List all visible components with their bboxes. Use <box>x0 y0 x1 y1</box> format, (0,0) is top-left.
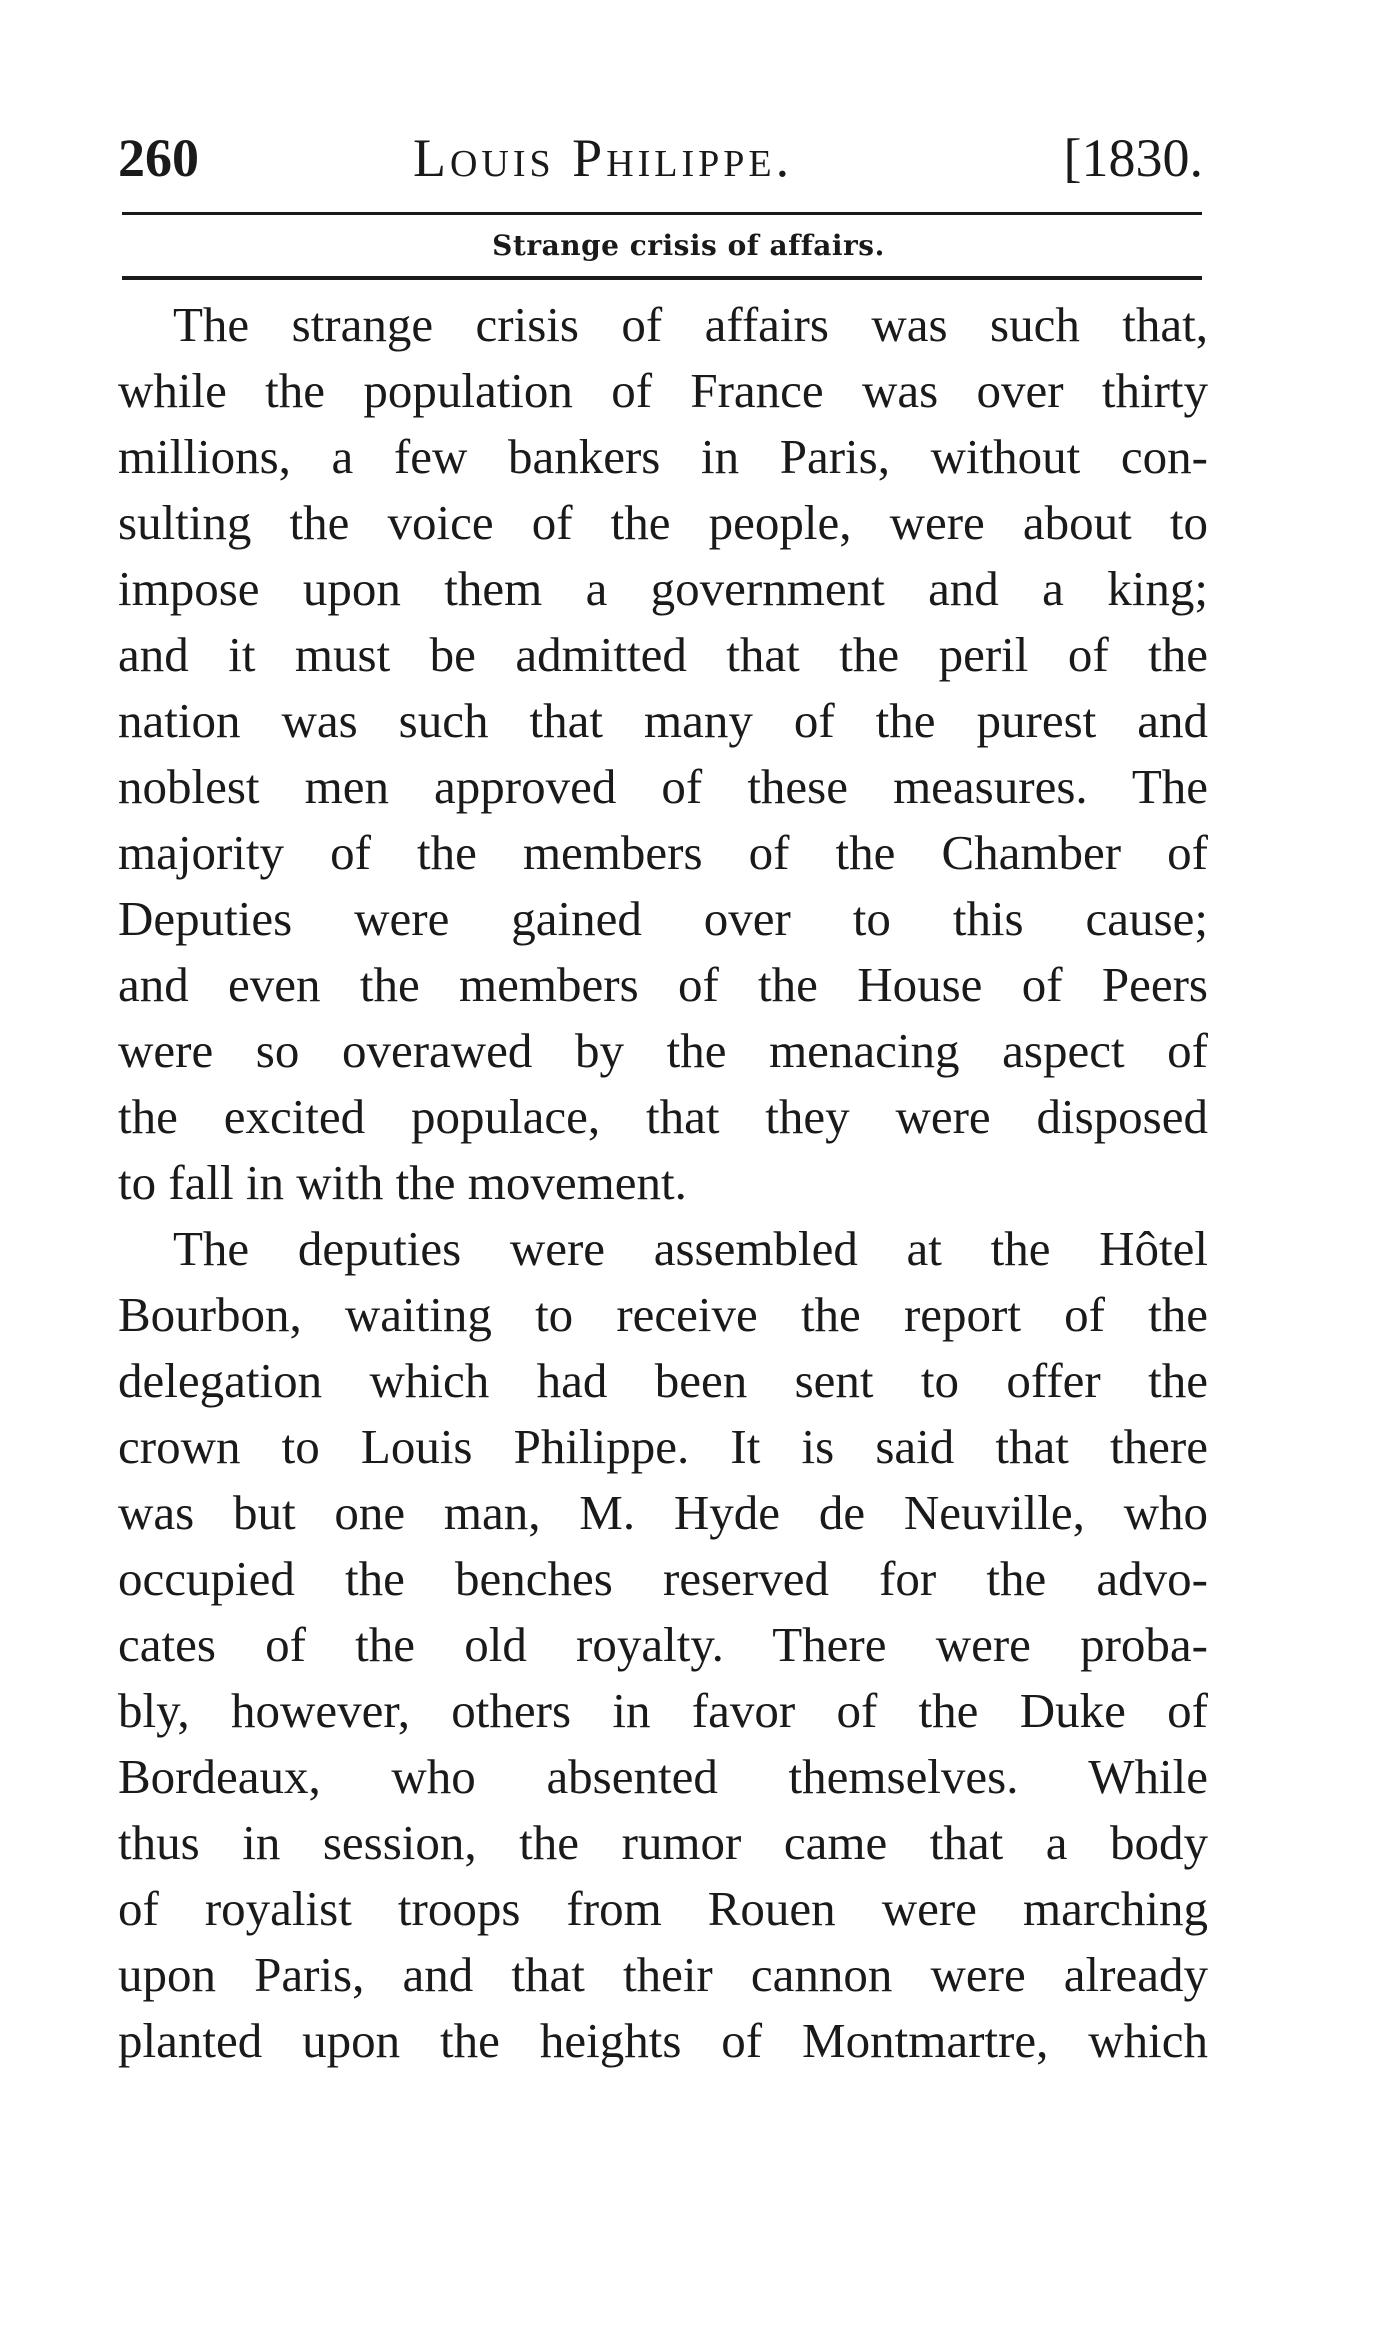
text-line: and even the members of the House of Peers <box>118 957 1208 1012</box>
text-line: occupied the benches reserved for the advo- <box>118 1551 1208 1606</box>
text-line: thus in session, the rumor came that a body <box>118 1815 1208 1870</box>
header-rule-bottom <box>122 276 1202 280</box>
text-line: upon Paris, and that their cannon were already <box>118 1947 1208 2002</box>
book-title: Louis Philippe. <box>413 128 794 188</box>
text-line: bly, however, others in favor of the Duke of <box>118 1683 1208 1738</box>
text-line: Bourbon, waiting to receive the report of the <box>118 1287 1208 1342</box>
text-line: crown to Louis Philippe. It is said that there <box>118 1419 1208 1474</box>
text-line: of royalist troops from Rouen were marching <box>118 1881 1208 1936</box>
running-head <box>118 118 1203 198</box>
text-line: to fall in with the movement. <box>118 1155 687 1210</box>
text-line: impose upon them a government and a king; <box>118 561 1208 616</box>
header-rule-top <box>122 212 1202 215</box>
text-line: Deputies were gained over to this cause; <box>118 891 1208 946</box>
body-text <box>118 292 1208 2074</box>
text-line: The strange crisis of affairs was such that, <box>173 297 1208 352</box>
text-line: The deputies were assembled at the Hôtel <box>173 1221 1208 1276</box>
text-line: the excited populace, that they were disposed <box>118 1089 1208 1144</box>
page-number: 260 <box>118 128 199 188</box>
text-line: planted upon the heights of Montmartre, which <box>118 2013 1208 2068</box>
text-line: sulting the voice of the people, were about to <box>118 495 1208 550</box>
text-line: while the population of France was over thirty <box>118 363 1208 418</box>
text-line: and it must be admitted that the peril of the <box>118 627 1208 682</box>
text-line: noblest men approved of these measures. The <box>118 759 1208 814</box>
text-line: delegation which had been sent to offer the <box>118 1353 1208 1408</box>
text-line: majority of the members of the Chamber of <box>118 825 1208 880</box>
section-heading: Strange crisis of affairs. <box>492 229 885 262</box>
text-line: nation was such that many of the purest and <box>118 693 1208 748</box>
text-line: cates of the old royalty. There were proba- <box>118 1617 1208 1672</box>
text-line: was but one man, M. Hyde de Neuville, who <box>118 1485 1208 1540</box>
text-line: were so overawed by the menacing aspect of <box>118 1023 1208 1078</box>
header-year: [1830. <box>1063 128 1203 188</box>
text-line: Bordeaux, who absented themselves. While <box>118 1749 1208 1804</box>
text-line: millions, a few bankers in Paris, without con- <box>118 429 1208 484</box>
